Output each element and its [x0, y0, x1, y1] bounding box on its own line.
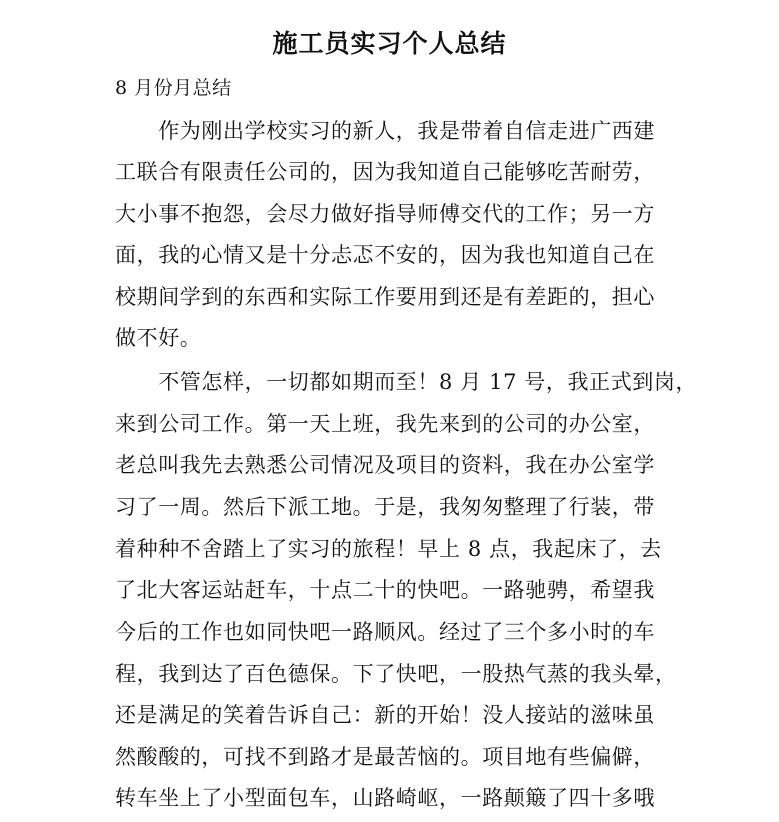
- text-line: 不管怎样，一切都如期而至！8 月 17 号，我正式到岗，: [115, 370, 698, 394]
- document-title: 施工员实习个人总结: [272, 29, 507, 58]
- text-line: 习了一周。然后下派工地。于是，我匆匆整理了行装，带: [115, 495, 655, 519]
- text-line: 面，我的心情又是十分忐忑不安的，因为我也知道自己在: [115, 243, 655, 267]
- text-line: 转车坐上了小型面包车，山路崎岖，一路颠簸了四十多哦: [115, 786, 655, 810]
- text-line: 做不好。: [115, 326, 202, 350]
- text-line: 大小事不抱怨，会尽力做好指导师傅交代的工作；另一方: [115, 202, 655, 226]
- text-line: 校期间学到的东西和实际工作要用到还是有差距的，担心: [115, 285, 655, 309]
- text-line: 了北大客运站赶车，十点二十的快吧。一路驰骋，希望我: [115, 578, 655, 602]
- text-line: 着种种不舍踏上了实习的旅程！早上 8 点，我起床了，去: [115, 537, 662, 561]
- text-line: 老总叫我先去熟悉公司情况及项目的资料，我在办公室学: [115, 453, 655, 477]
- text-line: 程，我到达了百色德保。下了快吧，一股热气蒸的我头晕，: [115, 662, 677, 686]
- text-line: 来到公司工作。第一天上班，我先来到的公司的办公室，: [115, 412, 655, 436]
- text-line: 还是满足的笑着告诉自己：新的开始！没人接站的滋味虽: [115, 703, 655, 727]
- document-subtitle: 8 月份月总结: [115, 77, 232, 99]
- text-line: 工联合有限责任公司的，因为我知道自己能够吃苦耐劳，: [115, 160, 655, 184]
- text-line: 然酸酸的，可找不到路才是最苦恼的。项目地有些偏僻，: [115, 745, 655, 769]
- text-line: 今后的工作也如同快吧一路顺风。经过了三个多小时的车: [115, 620, 655, 644]
- text-line: 作为刚出学校实习的新人，我是带着自信走进广西建: [115, 119, 655, 143]
